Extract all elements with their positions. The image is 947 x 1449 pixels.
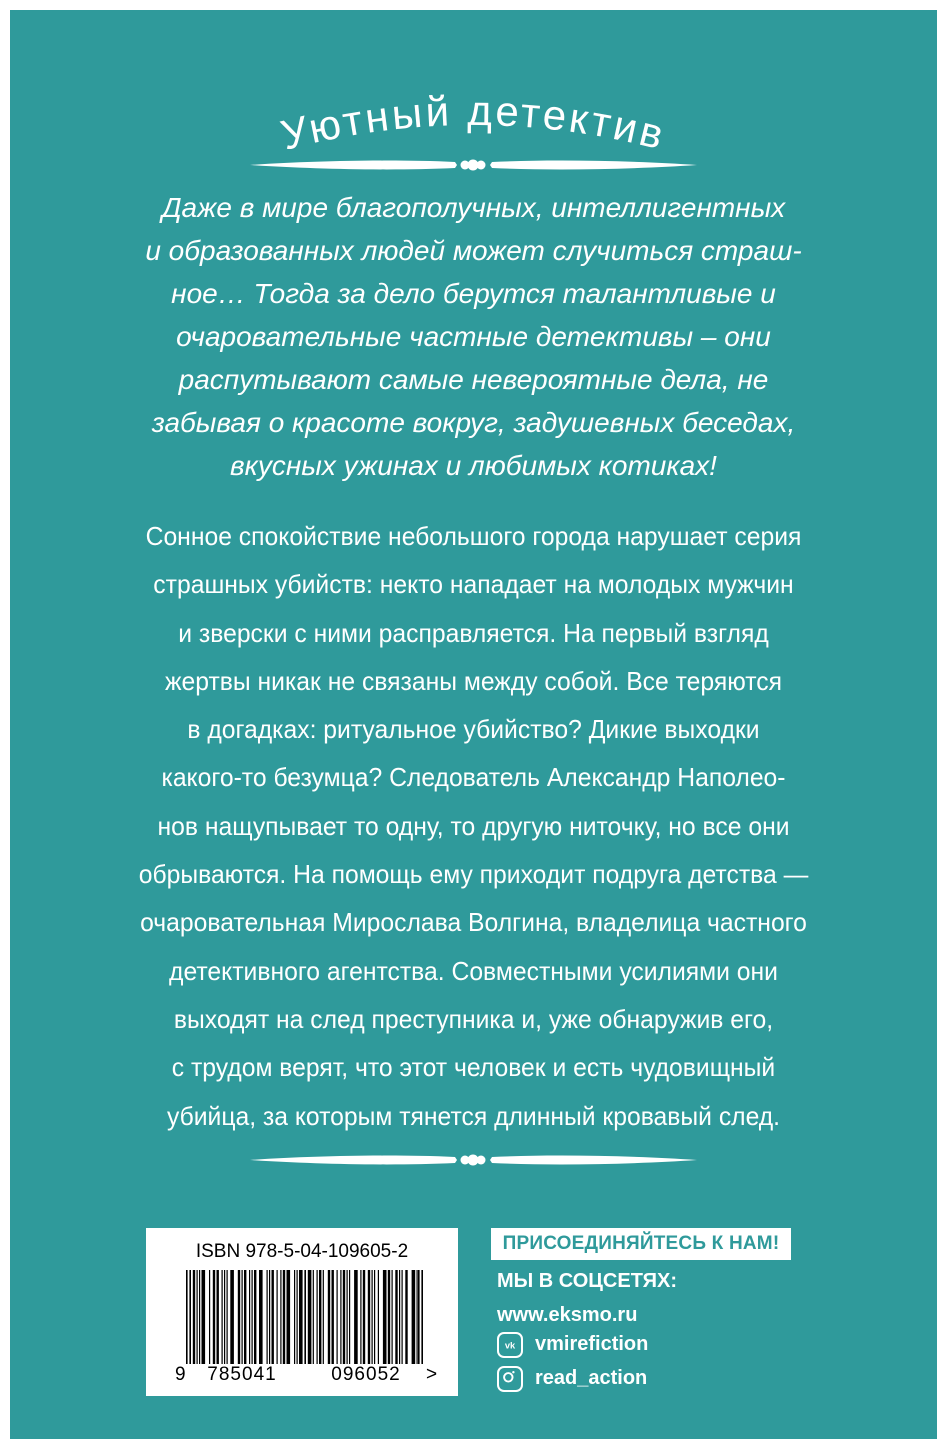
barcode-bar [418,1270,420,1378]
synopsis-line: какого-то безумца? Следователь Александр Наполео- [161,762,786,793]
barcode-bar [186,1270,188,1378]
barcode-bar [402,1270,403,1364]
barcode-bar [332,1270,334,1364]
synopsis-line: очаровательная Мирослава Волгина, владелица частного [140,907,807,938]
barcode-bar [360,1270,361,1364]
barcode-bar [249,1270,250,1364]
isbn-number: ISBN 978-5-04-109605-2 [195,1241,409,1262]
vk-icon [497,1332,523,1358]
barcode-bar [222,1270,223,1364]
intro-line: Даже в мире благополучных, интеллигентных [161,192,786,223]
synopsis-line: с трудом верят, что этот человек и есть чудовищный [171,1052,776,1083]
barcode-bar [412,1270,416,1364]
synopsis-line: в догадках: ритуальное убийство? Дикие выходки [187,714,760,745]
synopsis-line: обрываются. На помощь ему приходит подруга детства — [138,859,809,890]
isbn-barcode [146,1228,458,1396]
barcode-bar [368,1270,370,1364]
barcode-bar [197,1270,198,1364]
barcode-bar [297,1270,298,1364]
barcode-bar [392,1270,393,1364]
barcode-bar [372,1270,373,1364]
synopsis-line: страшных убийств: некто нападает на молодых мужчин [153,569,794,600]
social-heading: МЫ В СОЦСЕТЯХ: [497,1270,678,1292]
intro-line: вкусных ужинах и любимых котиках! [230,450,717,481]
instagram-icon [497,1366,523,1392]
barcode-bar [227,1270,228,1364]
barcode-bar [405,1270,407,1364]
bottom-ornament [10,1148,937,1172]
website-link[interactable]: www.eksmo.ru [497,1304,638,1326]
barcode-bar [224,1270,225,1364]
barcode-bar [395,1270,397,1364]
svg-text:Уютный детектив [276,90,671,159]
synopsis-line: Сонное спокойствие небольшого города нарушает серия [145,521,802,551]
barcode-bar [294,1270,295,1364]
barcode-bar [349,1270,350,1364]
synopsis-line: и зверски с ними расправляется. На первый взгляд [178,617,769,648]
barcode-bar [354,1270,358,1364]
barcode-digits-right: 096052 [331,1364,401,1382]
barcode-bar [374,1270,375,1364]
barcode-bar [272,1270,274,1364]
barcode-bar [287,1270,291,1364]
barcode-bar [340,1270,341,1364]
synopsis-line: нов нащупывает то одну, то другую ниточку, но все они [157,810,790,841]
intro-line: и образованных людей может случиться страш- [145,235,802,266]
barcode-bar [277,1270,278,1364]
barcode-bar [230,1270,234,1364]
barcode-bar [323,1270,324,1364]
barcode-bar [347,1270,348,1364]
barcode-bar [283,1270,285,1364]
synopsis-line: жертвы никак не связаны между собой. Все теряются [165,665,782,696]
synopsis-line: выходят на след преступника и, уже обнаружив его, [173,1003,774,1034]
barcode-digits-left: 785041 [207,1364,277,1382]
book-back-cover [10,10,937,1439]
barcode-graphic [172,1270,437,1382]
barcode-bar [328,1270,330,1364]
barcode-bar [378,1270,379,1364]
barcode-bar [209,1270,210,1364]
barcode-bar [254,1270,256,1364]
barcode-bar [308,1270,312,1364]
barcode-bar [383,1270,387,1364]
barcode-bar [217,1270,219,1364]
social-block [491,1228,791,1403]
barcode-bar [259,1270,263,1364]
join-banner: ПРИСОЕДИНЯЙТЕСЬ К НАМ! [491,1228,791,1260]
intro-line: очаровательные частные детективы – они [176,321,771,352]
intro-line: ное… Тогда за дело берутся талантливые и [171,278,776,309]
barcode-bar [244,1270,246,1364]
barcode-bar [388,1270,390,1364]
barcode-bar [304,1270,306,1378]
intro-paragraph [110,186,837,487]
barcode-bar [189,1270,191,1378]
barcode-digit-first: 9 [175,1364,186,1382]
synopsis-line: детективного агентства. Совместными усилиями они [169,955,778,986]
barcode-bar [337,1270,338,1364]
barcode-bar [280,1270,281,1364]
instagram-handle[interactable]: read_action [535,1367,648,1389]
barcode-bar [267,1270,268,1364]
barcode-bar [193,1270,195,1364]
top-ornament [10,153,937,177]
barcode-bar [421,1270,423,1378]
barcode-bar [213,1270,215,1364]
series-title-text: Уютный детектив [276,90,671,159]
barcode-bar [317,1270,318,1364]
synopsis-paragraph [123,512,823,1140]
barcode-bar [399,1270,400,1364]
barcode-bar [199,1270,200,1364]
barcode-bar [417,1270,418,1364]
barcode-digit-end: > [426,1364,437,1382]
barcode-bar [319,1270,321,1364]
vk-handle[interactable]: vmirefiction [535,1333,649,1355]
barcode-bar [343,1270,345,1364]
barcode-bar [363,1270,365,1364]
intro-line: распутывают самые невероятные дела, не [178,364,769,395]
barcode-bar [301,1270,303,1378]
barcode-bar [313,1270,314,1364]
barcode-bar [269,1270,270,1364]
barcode-bar [238,1270,240,1364]
barcode-bar [242,1270,243,1364]
barcode-bar [252,1270,253,1364]
barcode-bar [202,1270,206,1364]
intro-line: забывая о красоте вокруг, задушевных беседах, [151,407,796,438]
svg-text:vk: vk [504,1340,516,1351]
synopsis-line: убийца, за которым тянется длинный кровавый след. [166,1100,781,1131]
